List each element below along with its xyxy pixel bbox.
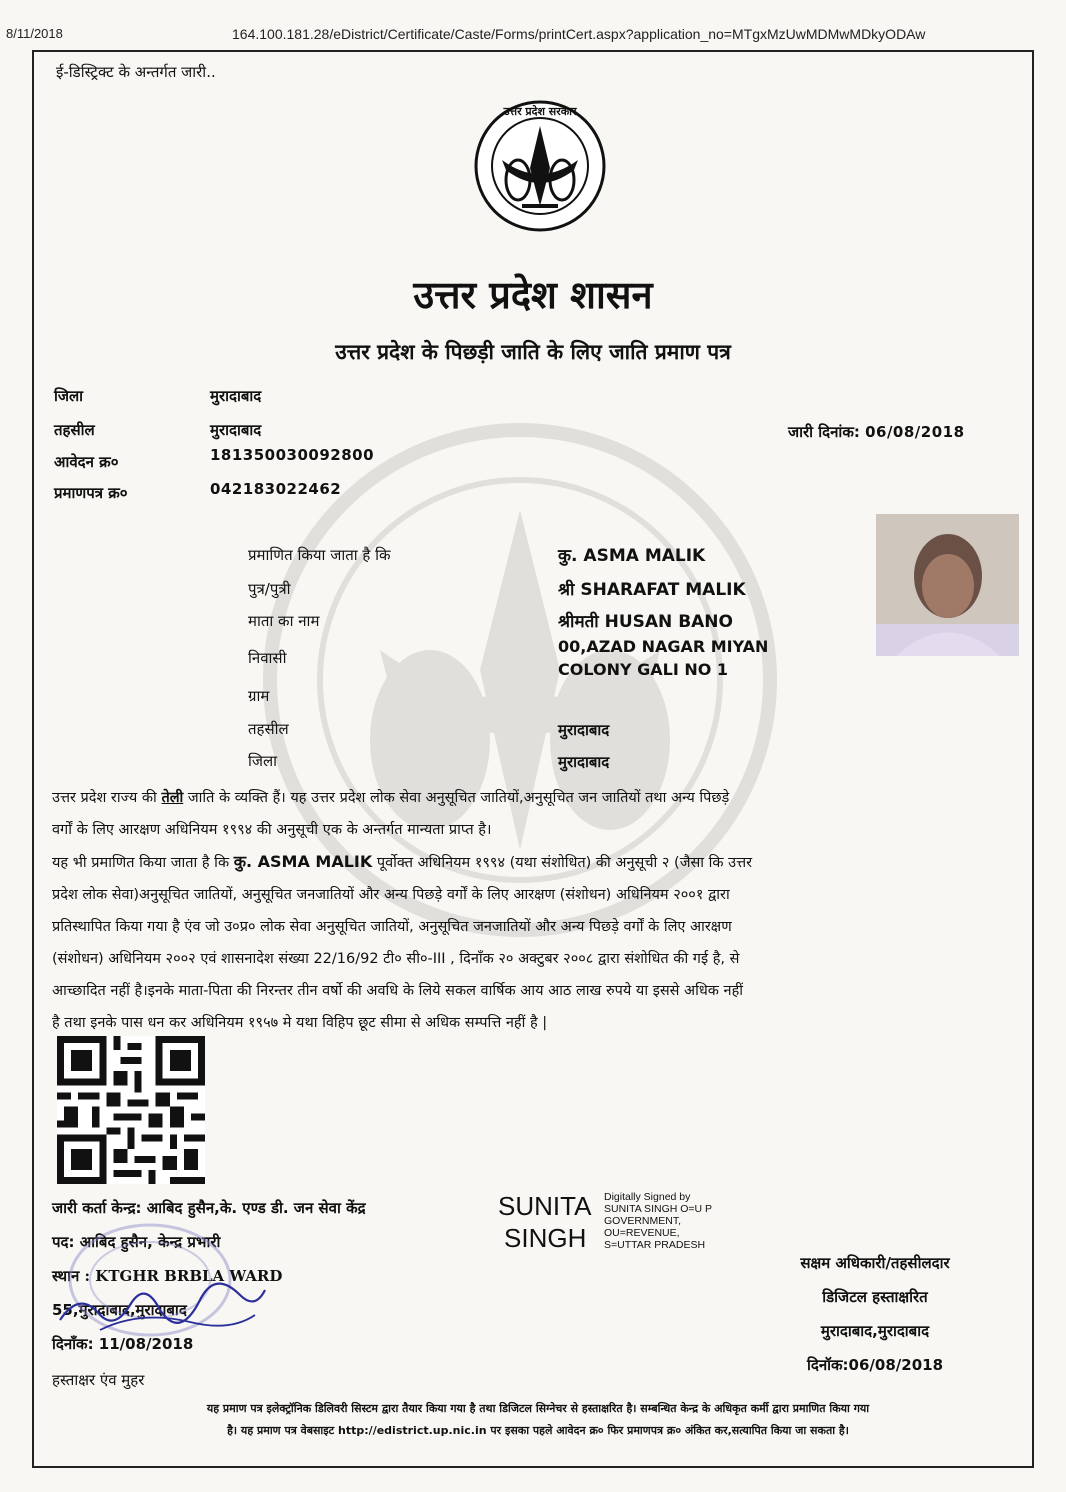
footer-note: [48, 1398, 1028, 1442]
certified-label: प्रमाणित किया जाता है कि: [248, 546, 391, 564]
page-title: उत्तर प्रदेश शासन: [413, 273, 653, 317]
digital-signer-name: [498, 1190, 591, 1254]
digital-signature-details: [604, 1191, 712, 1251]
tehsil-label: तहसील: [54, 421, 95, 439]
emblem: [472, 98, 608, 234]
resident-label: निवासी: [248, 649, 287, 667]
father-name: श्री SHARAFAT MALIK: [558, 580, 746, 600]
issue-date: [788, 422, 965, 442]
caste-name: तेली: [161, 790, 184, 806]
p2-line6: है तथा इनके पास धन कर अधिनियम १९५७ मे यथा विहिप छूट सीमा से अधिक सम्पत्ति नहीं है |: [52, 1015, 548, 1031]
p2-line2: प्रदेश लोक सेवा)अनुसूचित जातियों, अनुसूचित जनजातियों और अन्य पिछड़े वर्गों के लिए आरक्षण (संशोधन) अधिनियम २००१ द्वारा: [52, 887, 730, 903]
mother-label: माता का नाम: [248, 612, 320, 630]
footer-line2: है। यह प्रमाण पत्र वेबसाइट http://edistrict.up.nic.in पर इसका पहले आवेदन क्र० फिर प्रमाणपत्र क्र० अंकित कर,सत्यापित किया जा सकता है।: [227, 1424, 849, 1437]
issuer-centre: जारी कर्ता केन्द्र: आबिद हुसैन,के. एण्ड डी. जन सेवा केंद्र: [52, 1199, 366, 1217]
paragraph-2: [52, 846, 1022, 1039]
authority-sign: डिजिटल हस्ताक्षरित: [822, 1288, 928, 1306]
authority-title: सक्षम अधिकारी/तहसीलदार: [800, 1254, 950, 1272]
qr-code-icon: [54, 1036, 208, 1184]
ds-line4: OU=REVENUE,: [604, 1227, 680, 1239]
authority-date: दिनॉक:06/08/2018: [806, 1356, 944, 1374]
issuer-date: दिनाँक: 11/08/2018: [52, 1335, 194, 1353]
p2-line1-pre: यह भी प्रमाणित किया जाता है कि: [52, 855, 234, 871]
person-district-value: मुरादाबाद: [558, 753, 610, 771]
p1-line2: वर्गों के लिए आरक्षण अधिनियम १९९४ की अनुसूची एक के अन्तर्गत मान्यता प्राप्त है।: [52, 822, 492, 838]
application-value: 181350030092800: [210, 446, 375, 464]
issuer-place: स्थान : KTGHR BRBLA WARD: [52, 1267, 283, 1285]
authority-block: [730, 1246, 1020, 1382]
relation-label: पुत्र/पुत्री: [248, 580, 291, 598]
print-date: 8/11/2018: [6, 26, 63, 41]
digital-signer-name2: SINGH: [504, 1223, 587, 1253]
issuer-post: पद: आबिद हुसैन, केन्द्र प्रभारी: [52, 1233, 221, 1251]
footer-line1: यह प्रमाण पत्र इलेक्ट्रॉनिक डिलिवरी सिस्टम द्वारा तैयार किया गया है तथा डिजिटल सिग्नेचर से हस्ताक्षरित है। सम्बन्धित केन्द्र के अधिकृत कर्मी द्वारा प्रमाणित किया गया: [206, 1402, 870, 1415]
stamp-signature-icon: [40, 1210, 283, 1370]
address-line1: 00,AZAD NAGAR MIYAN: [558, 637, 769, 656]
ds-line5: S=UTTAR PRADESH: [604, 1239, 706, 1251]
issuer-sign-label: हस्ताक्षर एंव मुहर: [52, 1371, 145, 1389]
authority-place: मुरादाबाद,मुरादाबाद: [820, 1322, 930, 1340]
p1-pre: उत्तर प्रदेश राज्य की: [52, 790, 162, 806]
p2-line1-post: पूर्वोक्त अधिनियम १९९४ (यथा संशोधित) की अनुसूची २ (जैसा कि उत्तर: [372, 855, 753, 871]
p2-line5: आच्छादित नहीं है।इनके माता-पिता की निरन्तर तीन वर्षो की अवधि के लिये सकल वार्षिक आय आठ लाख रुपये या इससे अधिक नहीं: [52, 983, 744, 999]
person-photo-icon: [876, 514, 1019, 656]
person-district-label: जिला: [248, 752, 278, 770]
address-line2: COLONY GALI NO 1: [558, 660, 729, 679]
mother-name: श्रीमती HUSAN BANO: [558, 612, 733, 632]
applicant-photo: [876, 514, 1019, 656]
p2-line3: प्रतिस्थापित किया गया है एंव जो उ०प्र० लोक सेवा अनुसूचित जातियों, अनुसूचित जनजातियों और अन्य पिछड़े वर्गों के लिए आरक्षण: [52, 919, 732, 935]
district-value: मुरादाबाद: [210, 387, 262, 405]
certificate-label: प्रमाणपत्र क्र०: [54, 484, 128, 502]
paragraph-1: [52, 782, 1022, 846]
certificate-value: 042183022462: [210, 480, 342, 498]
top-note: ई-डिस्ट्रिक्ट के अन्तर्गत जारी..: [56, 63, 216, 81]
issue-date-label: जारी दिनांक:: [788, 423, 860, 441]
emblem-text: उत्तर प्रदेश सरकार: [503, 105, 577, 118]
ds-line2: SUNITA SINGH O=U P: [604, 1203, 713, 1215]
tehsil-value: मुरादाबाद: [210, 421, 262, 439]
district-label: जिला: [54, 387, 84, 405]
print-url: 164.100.181.28/eDistrict/Certificate/Caste/Forms/printCert.aspx?application_no=MTgxMzUwMDMwMDkyODAw: [232, 26, 926, 42]
person-tehsil-value: मुरादाबाद: [558, 721, 610, 739]
application-label: आवेदन क्र०: [54, 453, 119, 471]
digital-signer-name1: SUNITA: [498, 1191, 592, 1221]
person-tehsil-label: तहसील: [248, 720, 289, 738]
ds-line1: Digitally Signed by: [604, 1191, 691, 1203]
page-subtitle: उत्तर प्रदेश के पिछड़ी जाति के लिए जाति प्रमाण पत्र: [335, 340, 731, 364]
ds-line3: GOVERNMENT,: [604, 1215, 682, 1227]
p2-name: कु. ASMA MALIK: [233, 852, 373, 871]
person-name: कु. ASMA MALIK: [558, 546, 706, 566]
issuer-place2: 55,मुरादाबाद,मुरादाबाद: [52, 1301, 187, 1319]
issue-date-value: 06/08/2018: [865, 423, 965, 441]
p2-line4: (संशोधन) अधिनियम २००२ एवं शासनादेश संख्या 22/16/92 टी० सी०-III , दिनाँक २० अक्टुबर २००८ द्वारा संशोधित की गई है, से: [52, 951, 740, 967]
village-label: ग्राम: [248, 687, 270, 705]
p1-post: जाति के व्यक्ति हैं। यह उत्तर प्रदेश लोक सेवा अनुसूचित जातियों,अनुसूचित जन जातियों तथा अन्य पिछड़े: [183, 790, 730, 806]
